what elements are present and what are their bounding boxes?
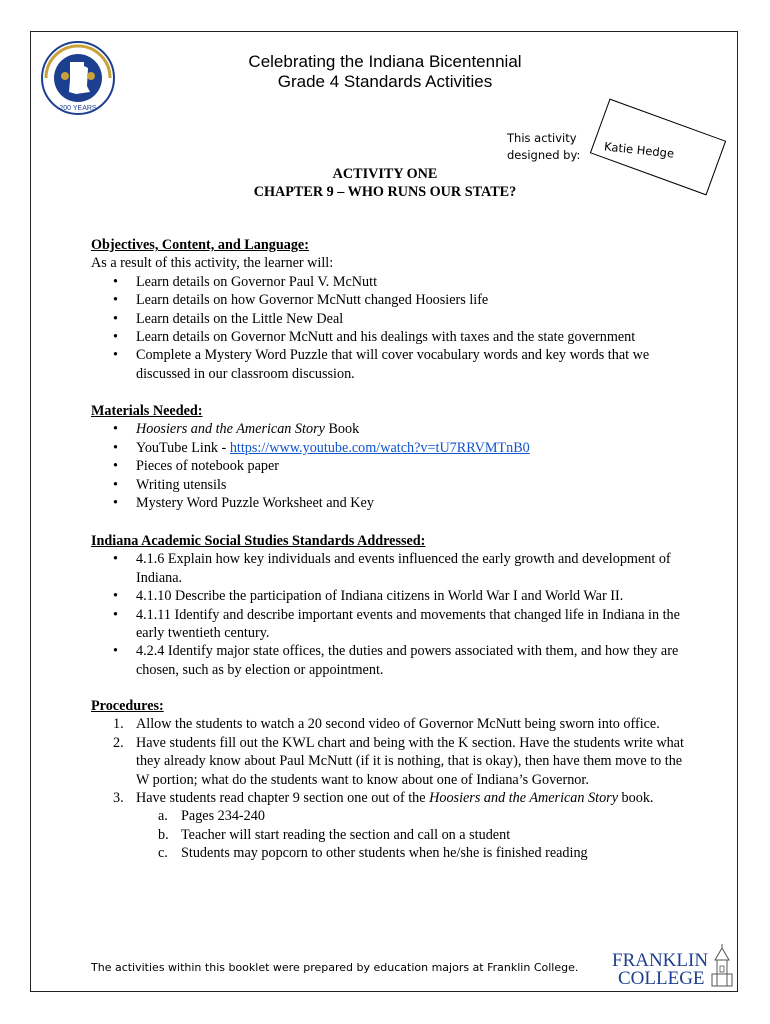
book-suffix: Book [324, 421, 360, 438]
activity-heading [200, 165, 570, 202]
standards-list [91, 550, 691, 679]
step-text: Allow the students to watch a 20 second video of Governor McNutt being sworn into office. [136, 716, 660, 733]
substep-text: Teacher will start reading the section and call on a student [181, 826, 511, 843]
procedure-step [91, 789, 691, 807]
list-item: • Learn details on Governor Paul V. McNutt [91, 273, 691, 291]
step-text-prefix: Have students read chapter 9 section one out of the [136, 790, 430, 807]
document-title [180, 52, 590, 92]
step-text: Have students fill out the KWL chart and being with the K section. Have the students write what they already know about Paul McNutt (if it is nothing, that is okay), then have them move to the W portion; what do the students want to know about one of Indiana’s Governor. [136, 734, 684, 788]
logo-line-2: COLLEGE [618, 968, 705, 988]
substep-label: b. [158, 826, 169, 843]
substep-label: c. [158, 845, 168, 862]
chapter-title: CHAPTER 9 – WHO RUNS OUR STATE? [253, 184, 517, 201]
list-item: • Complete a Mystery Word Puzzle that will cover vocabulary words and key words that we discussed in our classroom discussion. [91, 346, 691, 383]
step-number: 3. [113, 790, 124, 807]
procedure-step [91, 734, 691, 789]
objectives-section [91, 236, 691, 383]
title-line-2: Grade 4 Standards Activities [277, 72, 493, 91]
list-item: • 4.2.4 Identify major state offices, the duties and powers associated with them, and how they are chosen, such as by election or appointment. [91, 642, 691, 679]
list-item: • Learn details on the Little New Deal [91, 310, 691, 328]
list-item: • 4.1.10 Describe the participation of Indiana citizens in World War I and World War II. [91, 587, 691, 605]
materials-list [91, 420, 691, 512]
logo-line-1: FRANKLIN [612, 950, 709, 971]
procedures-section [91, 697, 691, 863]
step-number: 1. [113, 716, 124, 733]
procedures-heading: Procedures: [91, 698, 164, 714]
list-item: • Writing utensils [91, 476, 691, 494]
designed-by-line-2: designed by: [507, 148, 581, 162]
procedures-list [91, 715, 691, 862]
step-text-suffix: book. [618, 790, 654, 807]
list-item: • 4.1.6 Explain how key individuals and events influenced the early growth and development of Indiana. [91, 550, 691, 587]
materials-section [91, 402, 691, 512]
materials-heading: Materials Needed: [91, 403, 203, 419]
list-item: • Learn details on how Governor McNutt changed Hoosiers life [91, 291, 691, 309]
objectives-heading: Objectives, Content, and Language: [91, 237, 309, 253]
procedure-substep [91, 807, 691, 825]
standards-section [91, 532, 691, 679]
procedure-substep [91, 826, 691, 844]
title-line-1: Celebrating the Indiana Bicentennial [248, 52, 522, 71]
procedure-substep [91, 844, 691, 862]
footer-text: The activities within this booklet were prepared by education majors at Franklin College. [91, 961, 579, 974]
bicentennial-seal-logo [40, 40, 116, 116]
step-book-title: Hoosiers and the American Story [429, 790, 618, 807]
list-item: • Mystery Word Puzzle Worksheet and Key [91, 494, 691, 512]
youtube-link[interactable]: https://www.youtube.com/watch?v=tU7RRVMTnB0 [229, 439, 530, 456]
svg-text:200 YEARS: 200 YEARS [59, 105, 97, 112]
list-item [91, 439, 691, 457]
designed-by-label [507, 130, 580, 164]
activity-number: ACTIVITY ONE [332, 166, 438, 182]
substep-text: Students may popcorn to other students when he/she is finished reading [181, 845, 588, 862]
substep-text: Pages 234-240 [181, 808, 265, 825]
list-item: • Learn details on Governor McNutt and his dealings with taxes and the state government [91, 328, 691, 346]
substep-label: a. [158, 808, 168, 825]
step-number: 2. [113, 734, 124, 751]
standards-heading: Indiana Academic Social Studies Standards Addressed: [91, 533, 426, 549]
list-item [91, 420, 691, 438]
procedure-step [91, 715, 691, 733]
objectives-intro: As a result of this activity, the learner will: [91, 255, 334, 272]
book-title: Hoosiers and the American Story [136, 421, 325, 438]
list-item: • Pieces of notebook paper [91, 457, 691, 475]
designed-by-line-1: This activity [507, 131, 577, 145]
tower-icon [712, 944, 732, 986]
youtube-prefix: YouTube Link - [136, 439, 230, 456]
objectives-list [91, 273, 691, 383]
designer-name: Katie Hedge [603, 139, 675, 161]
franklin-college-logo [610, 944, 735, 988]
list-item: • 4.1.11 Identify and describe important events and movements that changed life in Indiana in the early twentieth century. [91, 606, 691, 643]
